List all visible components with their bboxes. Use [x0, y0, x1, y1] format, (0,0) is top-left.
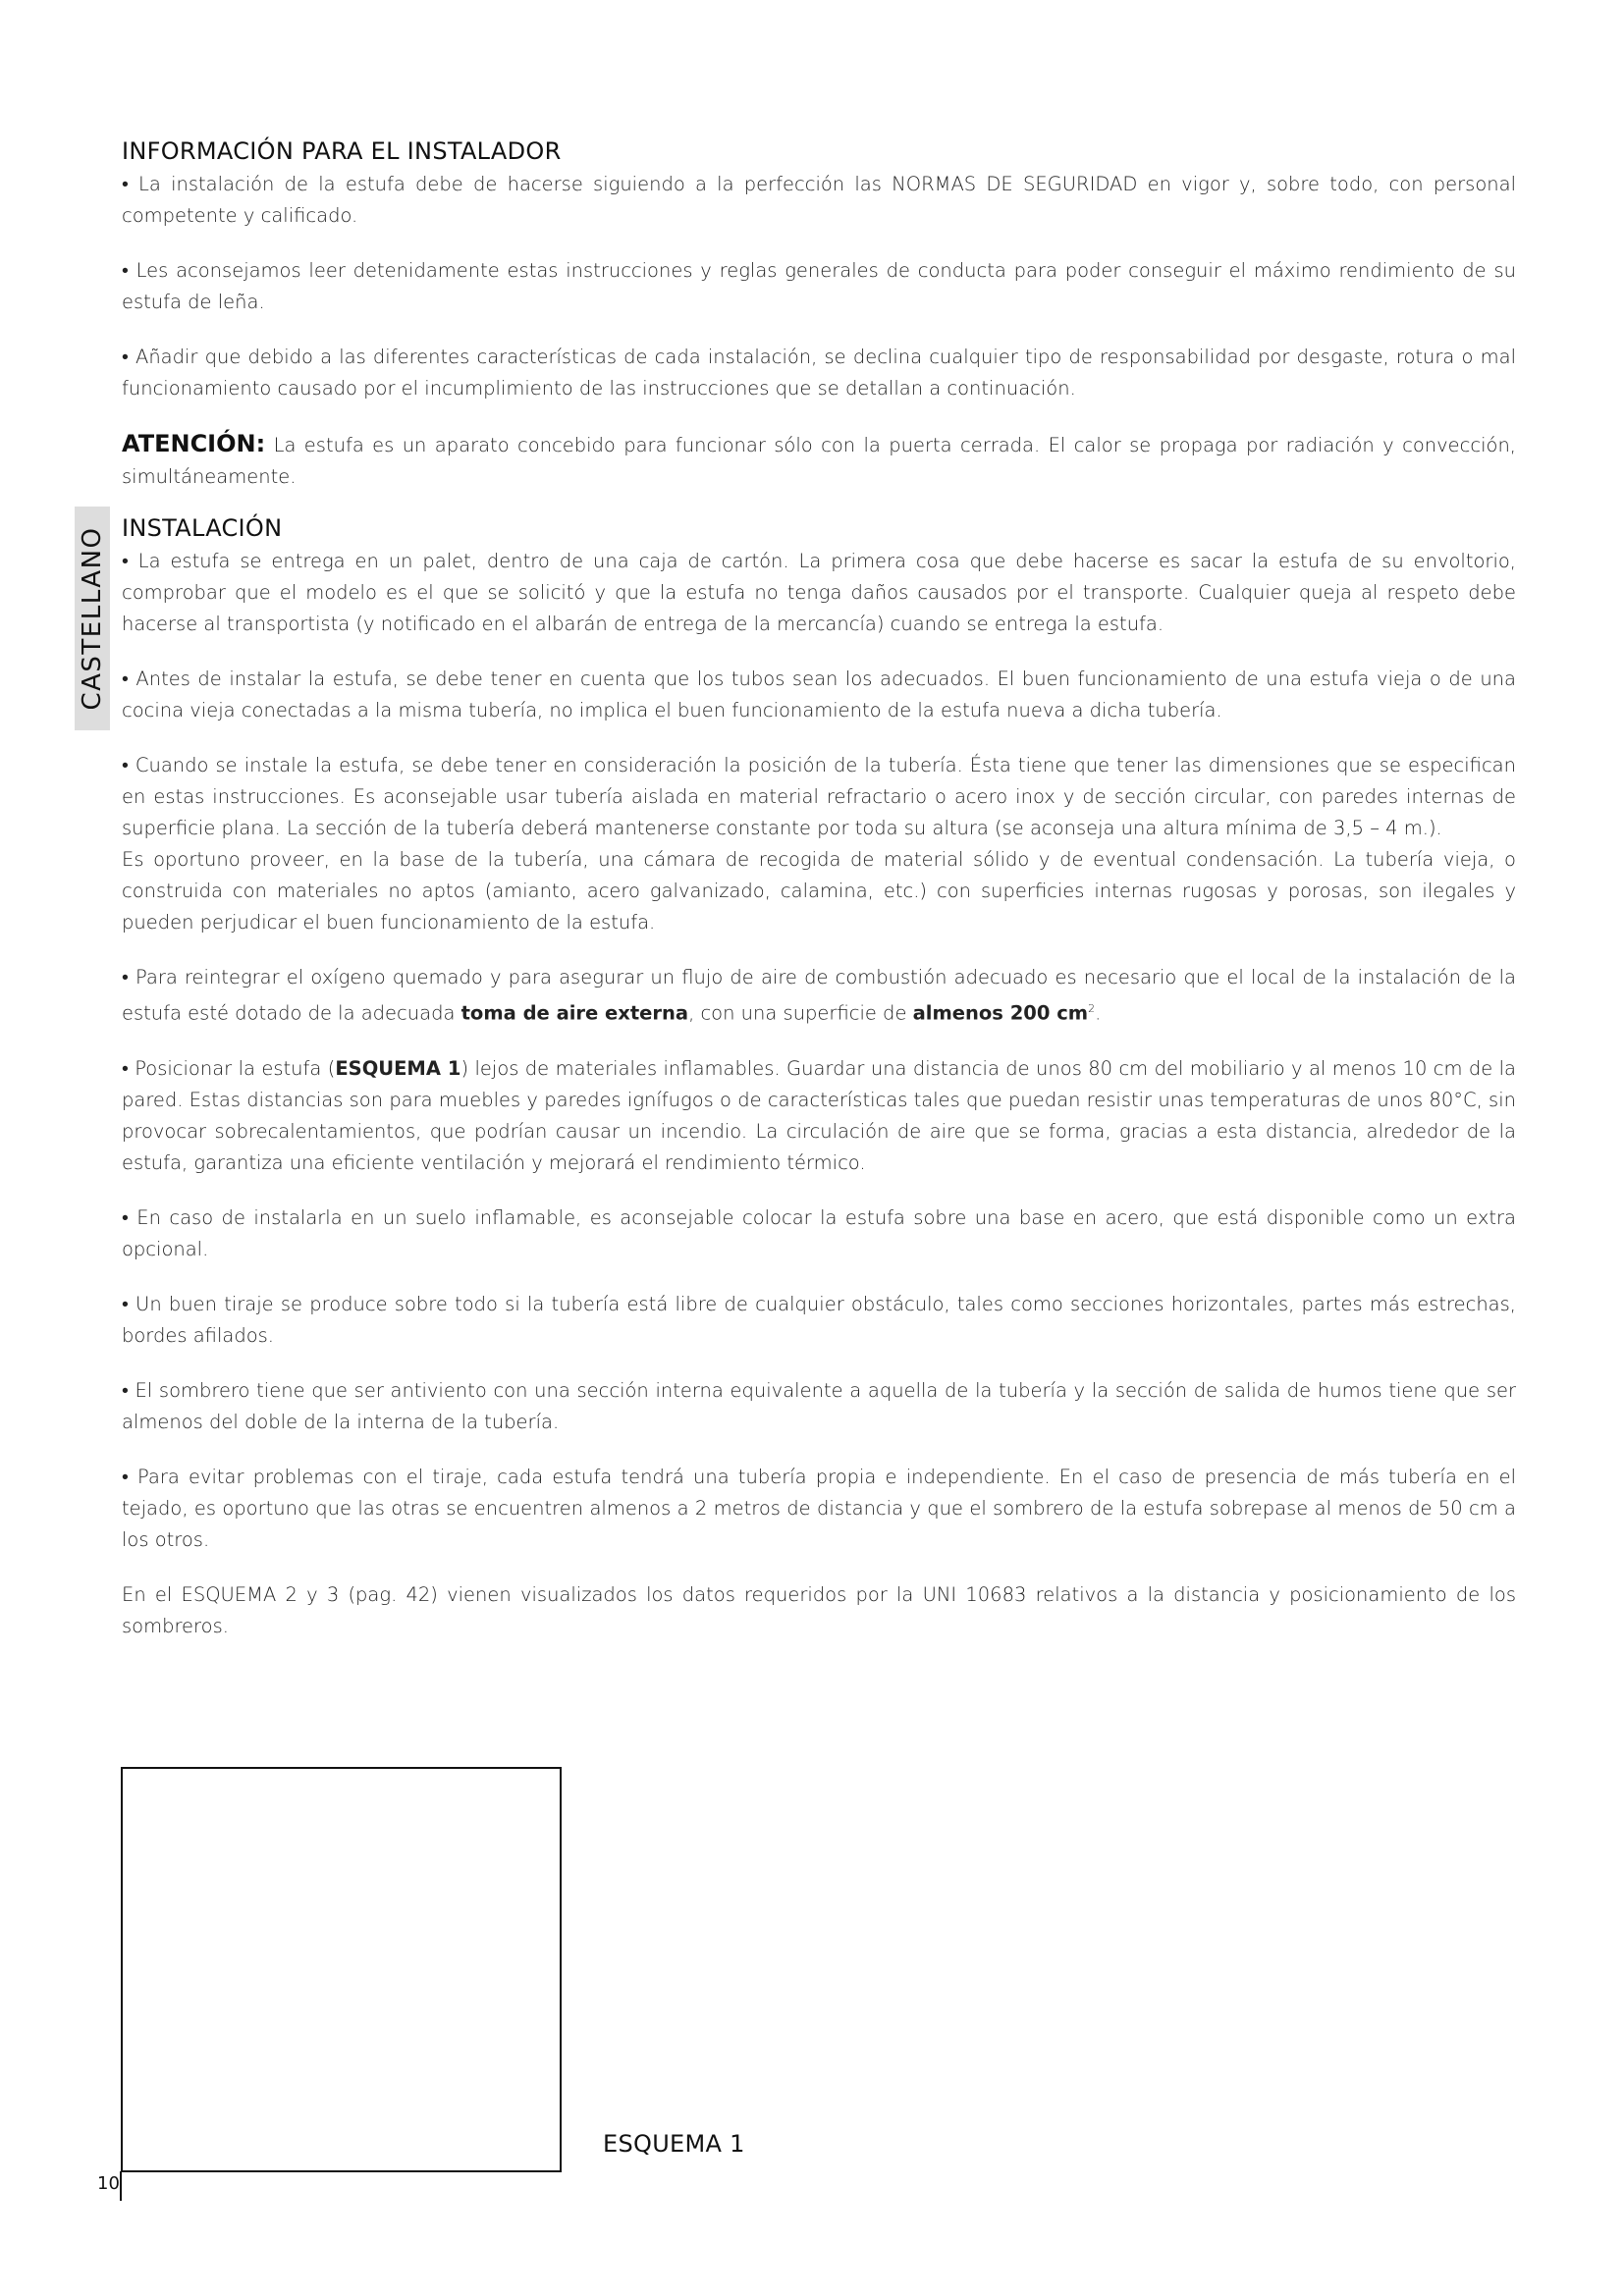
p4-bold-area: almenos 200 cm: [912, 1001, 1089, 1025]
p5-text-start: • Posicionar la estufa (: [122, 1056, 336, 1080]
installer-info-paragraph-2: • Les aconsejamos leer detenidamente estas instrucciones y reglas generales de conducta para poder conseguir el máximo rendimiento de su estufa de leña.: [122, 259, 1516, 313]
installation-paragraph-10: En el ESQUEMA 2 y 3 (pag. 42) vienen visualizados los datos requeridos por la UNI 10683 relativos a la distancia y posicionamiento de los sombreros.: [122, 1582, 1516, 1637]
page-number: 10: [97, 2173, 120, 2194]
language-side-label: CASTELLANO: [78, 526, 107, 711]
attention-text: La estufa es un aparato concebido para funcionar sólo con la puerta cerrada. El calor se propaga por radiación y convección, simultáneamente.: [122, 434, 1516, 488]
p5-bold-scheme: ESQUEMA 1: [335, 1056, 461, 1080]
installation-paragraph-2: • Antes de instalar la estufa, se debe tener en cuenta que los tubos sean los adecuados. El buen funcionamiento de una estufa vieja o de una cocina vieja conectadas a la misma tubería, no implica el buen funcionamiento de la estufa nueva a dicha tubería.: [122, 667, 1516, 721]
p4-superscript: 2: [1088, 1002, 1096, 1015]
installer-info-paragraph-1: • La instalación de la estufa debe de hacerse siguiendo a la perfección las NORMAS DE SEGURIDAD en vigor y, sobre todo, con personal competente y calificado.: [122, 173, 1516, 227]
page-content: [122, 137, 1516, 1642]
scheme-1-caption: ESQUEMA 1: [603, 2130, 745, 2158]
installation-paragraph-9: • Para evitar problemas con el tiraje, cada estufa tendrá una tubería propia e independiente. En el caso de presencia de más tubería en el tejado, es oportuno que las otras se encuentren almenos a 2 metros de distancia y que el sombrero de la estufa sobrepase al menos de 50 cm a los otros.: [122, 1465, 1516, 1551]
installation-paragraph-1: • La estufa se entrega en un palet, dentro de una caja de cartón. La primera cosa que debe hacerse es sacar la estufa de su envoltorio, comprobar que el modelo es el que se solicitó y que la estufa no tenga daños causados por el transporte. Cualquier queja al respeto debe hacerse al transportista (y notificado en el albarán de entrega de la mercancía) cuando se entrega la estufa.: [122, 550, 1516, 635]
scheme-1-figure-frame: [121, 1767, 562, 2172]
p4-text-mid: , con una superficie de: [688, 1001, 913, 1025]
attention-paragraph: [122, 428, 1516, 493]
p5-text-end: ) lejos de materiales inflamables. Guardar una distancia de unos 80 cm del mobiliario y al menos 10 cm de la pared. Estas distancias son para muebles y paredes ignífugos o de características tales que puedan resistir unas temperaturas de unos 80°C, sin provocar sobrecalentamientos, que podrían causar un incendio. La circulación de aire que se forma, gracias a esta distancia, alrededor de la estufa, garantiza una eficiente ventilación y mejorará el rendimiento térmico.: [122, 1056, 1517, 1174]
installation-paragraph-5: [122, 1053, 1516, 1179]
installation-paragraph-3a: • Cuando se instale la estufa, se debe tener en consideración la posición de la tubería. Ésta tiene que tener las dimensiones que se especifican en estas instrucciones. Es aconsejable usar tubería aislada en material refractario o acero inox y de sección circular, con paredes internas de superficie plana. La sección de la tubería deberá mantenerse constante por toda su altura (se aconseja una altura mínima de 3,5 – 4 m.).: [122, 754, 1516, 839]
installation-paragraph-7: • Un buen tiraje se produce sobre todo si la tubería está libre de cualquier obstáculo, tales como secciones horizontales, partes más estrechas, bordes afilados.: [122, 1292, 1516, 1347]
installation-paragraph-3b: Es oportuno proveer, en la base de la tubería, una cámara de recogida de material sólido y de eventual condensación. La tubería vieja, o construida con materiales no aptos (amianto, acero galvanizado, calamina, etc.) con superficies internas rugosas y porosas, son ilegales y pueden perjudicar el buen funcionamiento de la estufa.: [122, 848, 1516, 934]
attention-label: ATENCIÓN:: [122, 430, 266, 457]
p4-bold-air-intake: toma de aire externa: [460, 1001, 689, 1025]
installation-paragraph-6: • En caso de instalarla en un suelo inflamable, es aconsejable colocar la estufa sobre una base en acero, que está disponible como un extra opcional.: [122, 1205, 1516, 1260]
installation-paragraph-4: [122, 962, 1516, 1030]
installer-info-paragraph-3: • Añadir que debido a las diferentes características de cada instalación, se declina cualquier tipo de responsabilidad por desgaste, rotura o mal funcionamiento causado por el incumplimiento de las instrucciones que se detallan a continuación.: [122, 346, 1516, 400]
installation-heading: INSTALACIÓN: [122, 514, 283, 542]
p4-text-end: .: [1095, 1001, 1102, 1025]
p4-text-start: • Para reintegrar el oxígeno quemado y para asegurar un flujo de aire de combustión adecuado es necesario que el local de la instalación de la estufa esté dotado de la adecuada: [122, 966, 1516, 1025]
page-number-rule: [120, 2171, 122, 2201]
installer-info-heading: INFORMACIÓN PARA EL INSTALADOR: [122, 137, 562, 165]
installation-paragraph-8: • El sombrero tiene que ser antiviento con una sección interna equivalente a aquella de la tubería y la sección de salida de humos tiene que ser almenos del doble de la interna de la tubería.: [122, 1378, 1516, 1433]
